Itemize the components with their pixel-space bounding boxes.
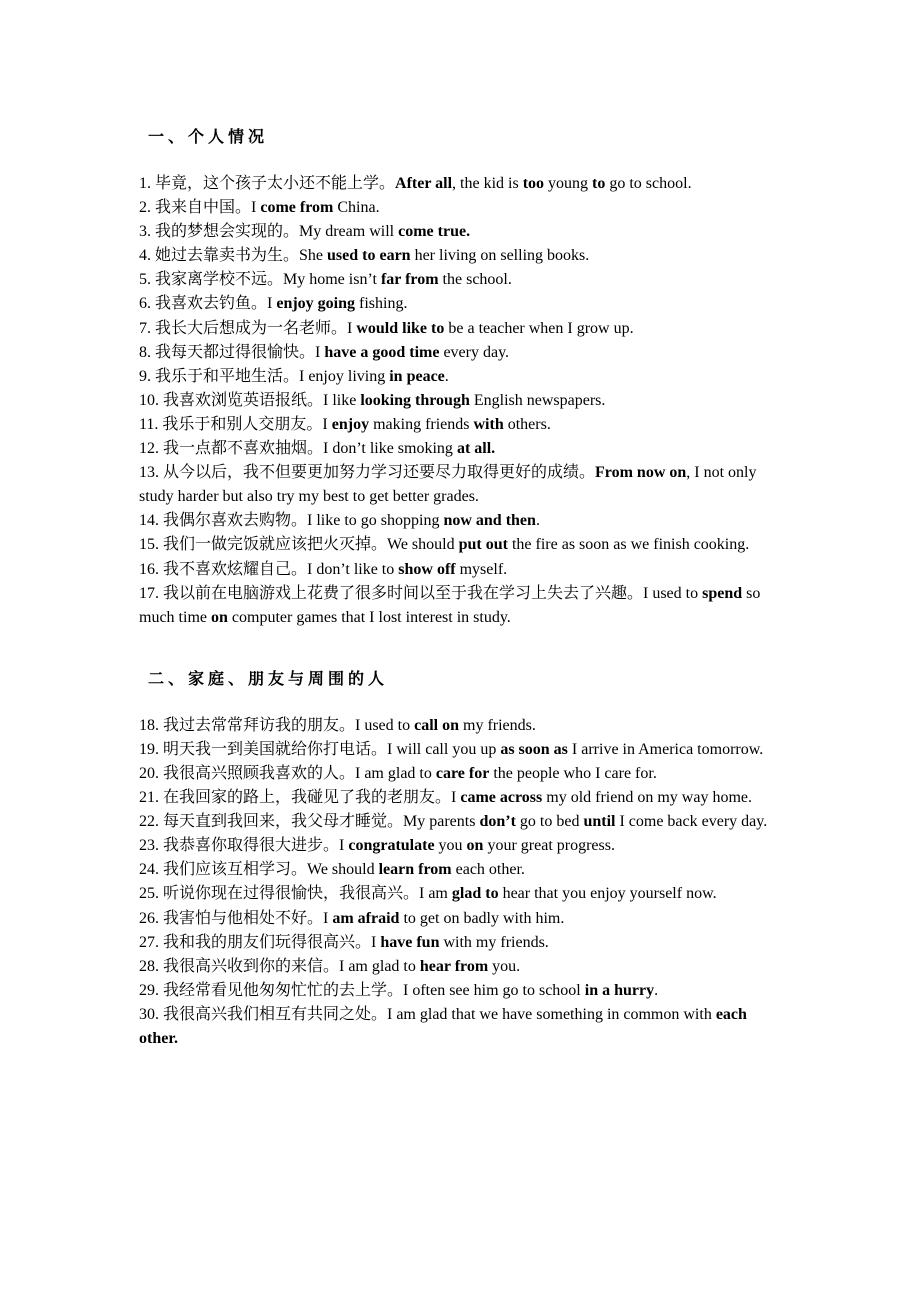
- list-item: [139, 882, 769, 906]
- list-item: [139, 461, 769, 509]
- phrase-bold: glad to: [451, 885, 499, 903]
- phrase-bold: From now on: [595, 464, 687, 482]
- text-run: 9. 我乐于和平地生活。I enjoy living: [139, 367, 390, 385]
- text-run: , I not only study harder but also try my best to get better grades.: [139, 464, 757, 506]
- list-item: [139, 979, 769, 1003]
- phrase-bold: come from: [260, 199, 334, 217]
- list-item: [139, 714, 769, 738]
- list-item: [139, 172, 769, 196]
- list-item: [139, 365, 769, 389]
- text-run: China.: [333, 199, 380, 217]
- text-run: go to school.: [605, 175, 692, 192]
- text-run: you.: [488, 957, 521, 975]
- text-run: 7. 我长大后想成为一名老师。I: [139, 319, 357, 337]
- list-item: [139, 413, 769, 437]
- text-run: 4. 她过去靠卖书为生。She: [139, 247, 328, 265]
- text-run: 15. 我们一做完饭就应该把火灭掉。We should: [139, 536, 459, 554]
- text-run: each other.: [451, 861, 525, 879]
- text-run: computer games that I lost interest in study.: [227, 608, 511, 626]
- phrase-bold: came across: [460, 789, 543, 807]
- text-run: 13. 从今以后，我不但要更加努力学习还要尽力取得更好的成绩。: [139, 464, 596, 482]
- phrase-bold: After all: [395, 175, 453, 192]
- item-list: [139, 714, 769, 1051]
- text-run: 20. 我很高兴照顾我喜欢的人。I am glad to: [139, 764, 436, 782]
- phrase-bold: enjoy: [331, 415, 370, 433]
- text-run: 27. 我和我的朋友们玩得很高兴。I: [139, 933, 381, 951]
- text-run: 19. 明天我一到美国就给你打电话。I will call you up: [139, 740, 501, 758]
- list-item: [139, 738, 769, 762]
- list-item: [139, 196, 769, 220]
- list-item: [139, 858, 769, 882]
- phrase-bold: have fun: [380, 933, 440, 951]
- text-run: 3. 我的梦想会实现的。My dream will: [139, 223, 399, 241]
- list-item: [139, 582, 769, 630]
- phrase-bold: enjoy going: [276, 295, 356, 313]
- list-item: [139, 244, 769, 268]
- text-run: hear that you enjoy yourself now.: [498, 885, 717, 903]
- list-item: [139, 955, 769, 979]
- text-run: your great progress.: [483, 837, 615, 855]
- list-item: [139, 558, 769, 582]
- phrase-bold: until: [583, 813, 616, 831]
- text-run: the fire as soon as we finish cooking.: [507, 536, 750, 554]
- list-item: [139, 786, 769, 810]
- text-run: 16. 我不喜欢炫耀自己。I don’t like to: [139, 560, 399, 578]
- section-family-friends: [139, 662, 769, 1051]
- list-item: [139, 341, 769, 365]
- text-run: others.: [503, 415, 551, 433]
- list-item: [139, 1003, 769, 1051]
- phrase-bold: congratulate: [348, 837, 435, 855]
- phrase-bold: far from: [380, 271, 439, 289]
- text-run: .: [654, 981, 659, 999]
- list-item: [139, 931, 769, 955]
- text-run: I come back every day.: [615, 813, 768, 831]
- list-item: [139, 907, 769, 931]
- list-item: [139, 268, 769, 292]
- text-run: my old friend on my way home.: [542, 789, 752, 807]
- text-run: English newspapers.: [469, 391, 606, 409]
- phrase-bold: looking through: [360, 391, 470, 409]
- text-run: 11. 我乐于和别人交朋友。I: [139, 415, 332, 433]
- text-run: 12. 我一点都不喜欢抽烟。I don’t like smoking: [139, 440, 457, 458]
- text-run: 24. 我们应该互相学习。We should: [139, 861, 379, 879]
- list-item: [139, 810, 769, 834]
- text-run: myself.: [455, 560, 508, 578]
- text-run: 18. 我过去常常拜访我的朋友。I used to: [139, 716, 415, 734]
- section-personal: [139, 120, 769, 630]
- text-run: I arrive in America tomorrow.: [567, 740, 764, 758]
- text-run: 14. 我偶尔喜欢去购物。I like to go shopping: [139, 512, 444, 530]
- text-run: 2. 我来自中国。I: [139, 199, 261, 217]
- text-run: the school.: [438, 271, 512, 289]
- text-run: .: [535, 512, 540, 530]
- text-run: 5. 我家离学校不远。My home isn’t: [139, 271, 381, 289]
- list-item: [139, 533, 769, 557]
- phrase-bold: on: [210, 608, 228, 626]
- text-run: be a teacher when I grow up.: [444, 319, 634, 337]
- phrase-bold: show off: [398, 560, 456, 578]
- phrase-bold: as soon as: [500, 740, 568, 758]
- phrase-bold: care for: [435, 764, 490, 782]
- text-run: 28. 我很高兴收到你的来信。I am glad to: [139, 957, 420, 975]
- document-content: [139, 120, 769, 1051]
- text-run: 1. 毕竟，这个孩子太小还不能上学。: [139, 175, 396, 192]
- item-list: [139, 172, 769, 630]
- text-run: with my friends.: [439, 933, 549, 951]
- phrase-bold: don’t: [479, 813, 516, 831]
- phrase-bold: have a good time: [324, 343, 440, 361]
- text-run: 25. 听说你现在过得很愉快，我很高兴。I am: [139, 885, 452, 903]
- phrase-bold: now and then: [443, 512, 536, 530]
- phrase-bold: each other.: [139, 1005, 747, 1047]
- phrase-bold: too: [522, 175, 545, 192]
- text-run: 29. 我经常看见他匆匆忙忙的去上学。I often see him go to school: [139, 981, 585, 999]
- phrase-bold: to: [592, 175, 606, 192]
- text-run: to get on badly with him.: [399, 909, 565, 927]
- phrase-bold: learn from: [378, 861, 452, 879]
- section-heading: 一、个人情况: [148, 127, 269, 146]
- list-item: [139, 317, 769, 341]
- phrase-bold: spend: [702, 584, 743, 602]
- phrase-bold: in a hurry: [584, 981, 655, 999]
- phrase-bold: would like to: [356, 319, 445, 337]
- text-run: my friends.: [459, 716, 536, 734]
- text-run: 21. 在我回家的路上，我碰见了我的老朋友。I: [139, 789, 461, 807]
- phrase-bold: used to earn: [327, 247, 411, 265]
- list-item: [139, 292, 769, 316]
- text-run: making friends: [369, 415, 474, 433]
- list-item: [139, 509, 769, 533]
- text-run: 26. 我害怕与他相处不好。I: [139, 909, 333, 927]
- text-run: every day.: [439, 343, 510, 361]
- text-run: 10. 我喜欢浏览英语报纸。I like: [139, 391, 361, 409]
- text-run: 8. 我每天都过得很愉快。I: [139, 343, 325, 361]
- phrase-bold: in peace: [389, 367, 445, 385]
- text-run: you: [434, 837, 467, 855]
- phrase-bold: on: [466, 837, 484, 855]
- section-heading: 二、家庭、朋友与周围的人: [148, 668, 389, 688]
- text-run: 23. 我恭喜你取得很大进步。I: [139, 837, 349, 855]
- list-item: [139, 437, 769, 461]
- list-item: [139, 762, 769, 786]
- text-run: go to bed: [515, 813, 584, 831]
- text-run: 17. 我以前在电脑游戏上花费了很多时间以至于我在学习上失去了兴趣。I used to: [139, 584, 703, 602]
- list-item: [139, 834, 769, 858]
- list-item: [139, 220, 769, 244]
- text-run: young: [544, 175, 593, 192]
- list-item: [139, 389, 769, 413]
- phrase-bold: put out: [458, 536, 508, 554]
- text-run: , the kid is: [452, 175, 523, 192]
- phrase-bold: come true.: [398, 223, 471, 241]
- text-run: so much time: [139, 584, 761, 626]
- text-run: 6. 我喜欢去钓鱼。I: [139, 295, 277, 313]
- text-run: 22. 每天直到我回来，我父母才睡觉。My parents: [139, 813, 480, 831]
- phrase-bold: with: [473, 415, 504, 433]
- phrase-bold: am afraid: [332, 909, 400, 927]
- text-run: her living on selling books.: [410, 247, 590, 265]
- text-run: the people who I care for.: [489, 764, 657, 782]
- phrase-bold: hear from: [419, 957, 489, 975]
- phrase-bold: call on: [414, 716, 459, 734]
- text-run: 30. 我很高兴我们相互有共同之处。I am glad that we have something in common with: [139, 1005, 716, 1023]
- text-run: fishing.: [355, 295, 408, 313]
- phrase-bold: at all.: [456, 440, 496, 458]
- text-run: .: [444, 367, 449, 385]
